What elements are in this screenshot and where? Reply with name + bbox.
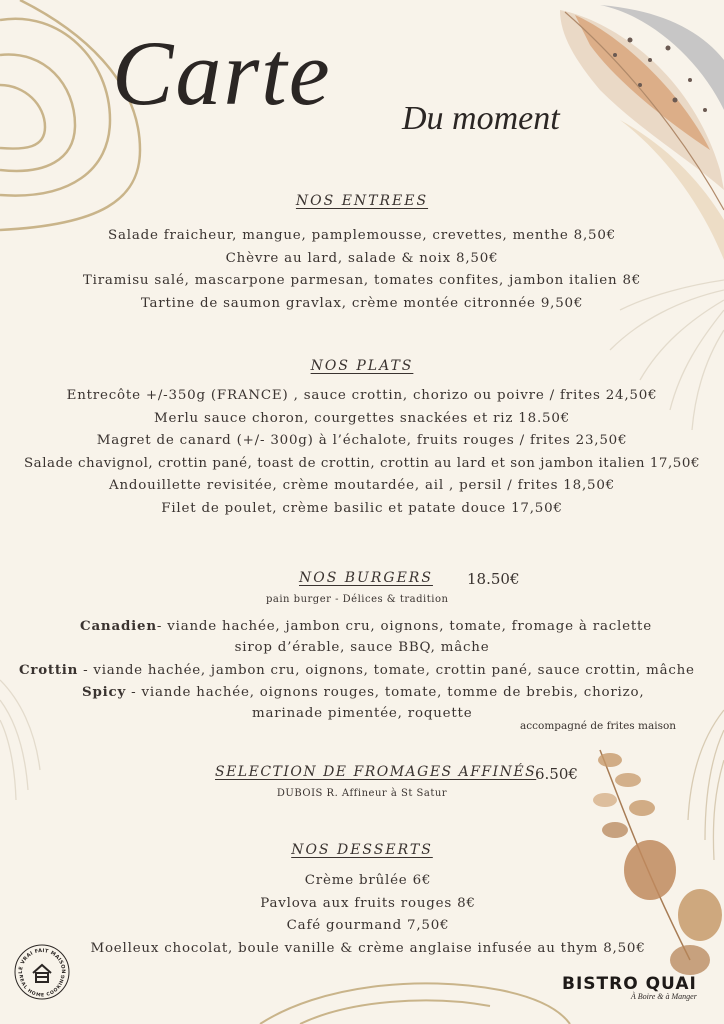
list-item: Andouillette revisitée, crème moutardée, ail , persil / frites 18,50€ — [109, 478, 615, 493]
burger-crottin — [19, 662, 695, 678]
list-item: Moelleux chocolat, boule vanille & crème anglaise infusée au thym 8,50€ — [90, 940, 646, 956]
brand-tagline: À Boire & à Manger — [630, 992, 697, 1001]
section-title-plats: NOS PLATS — [310, 358, 414, 374]
burger-spicy — [82, 684, 644, 700]
burger-name: Crottin — [19, 662, 79, 678]
feather-illustration — [560, 5, 724, 260]
burger-description: - viande hachée, oignons rouges, tomate, tomme de brebis, chorizo, — [126, 685, 645, 700]
list-item: Salade chavignol, crottin pané, toast de crottin, crottin au lard et son jambon italien 17,50€ — [23, 455, 701, 471]
burger-canadien — [80, 618, 652, 634]
section-title-burgers: NOS BURGERS — [299, 570, 433, 586]
desserts-list — [6, 870, 724, 960]
list-item: Magret de canard (+/- 300g) à l’échalote, fruits rouges / frites 23,50€ — [96, 433, 628, 448]
list-item: Chèvre au lard, salade & noix 8,50€ — [225, 250, 499, 266]
list-item: Tartine de saumon gravlax, crème montée citronnée 9,50€ — [140, 295, 584, 311]
brand-name: BISTRO QUAI — [562, 974, 697, 994]
list-item: Pavlova aux fruits rouges 8€ — [260, 895, 476, 911]
list-item: Merlu sauce choron, courgettes snackées et riz 18.50€ — [154, 410, 570, 426]
section-title-entrees: NOS ENTREES — [295, 193, 429, 209]
fait-maison-top-text: LE VRAI FAIT MAISON — [17, 947, 67, 974]
gold-bottom-lines — [260, 983, 570, 1024]
burger-spicy-continued: marinade pimentée, roquette — [252, 706, 473, 721]
menu-subtitle: Du moment — [402, 100, 560, 137]
fromages-price: 6.50€ — [535, 765, 578, 783]
list-item: Café gourmand 7,50€ — [286, 918, 450, 933]
list-item: Crème brûlée 6€ — [304, 873, 432, 888]
burger-name: Canadien — [80, 618, 157, 634]
pampas-grass-left — [0, 680, 40, 800]
burger-canadien-continued: sirop d’érable, sauce BBQ, mâche — [234, 640, 490, 655]
burgers-price: 18.50€ — [467, 570, 520, 588]
burgers-side-note: accompagné de frites maison — [520, 720, 677, 732]
fromages-supplier: DUBOIS R. Affineur à St Satur — [276, 788, 448, 799]
burger-name: Spicy — [82, 684, 127, 700]
fait-maison-bottom-text: REAL HOME COOKING — [17, 974, 67, 999]
bistro-quai-logo — [562, 974, 697, 1001]
list-item: Salade fraicheur, mangue, pamplemousse, crevettes, menthe 8,50€ — [107, 228, 616, 243]
section-title-fromages: SELECTION DE FROMAGES AFFINÉS — [215, 764, 537, 780]
list-item: Tiramisu salé, mascarpone parmesan, tomates confites, jambon italien 8€ — [82, 273, 642, 288]
section-title-desserts: NOS DESSERTS — [291, 842, 433, 858]
burger-description: - viande hachée, jambon cru, oignons, tomate, fromage à raclette — [156, 619, 652, 634]
pampas-grass-bottom-right — [688, 710, 724, 860]
list-item: Entrecôte +/-350g (FRANCE) , sauce crottin, chorizo ou poivre / frites 24,50€ — [66, 388, 658, 403]
burgers-bread-note: pain burger - Délices & tradition — [266, 594, 449, 605]
list-item: Filet de poulet, crème basilic et patate douce 17,50€ — [161, 500, 563, 516]
burger-description: - viande hachée, jambon cru, oignons, tomate, crottin pané, sauce crottin, mâche — [78, 663, 695, 678]
entrees-list — [0, 225, 724, 315]
fait-maison-logo — [14, 944, 70, 1000]
plats-list — [0, 385, 724, 520]
menu-title: Carte — [112, 22, 332, 124]
